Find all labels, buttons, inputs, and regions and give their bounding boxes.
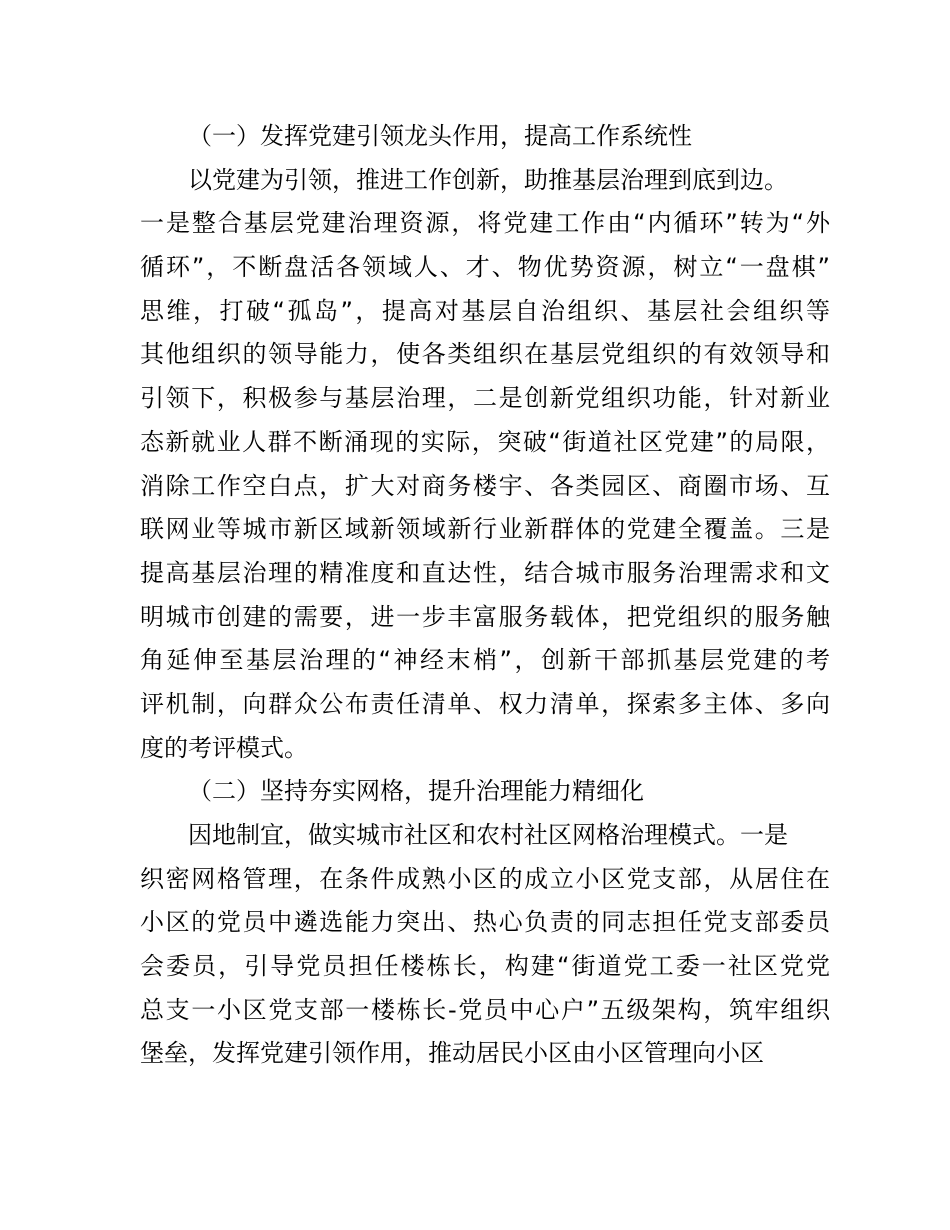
paragraph-line: 循环”，不断盘活各领域人、才、物优势资源，树立“一盘棋” <box>140 253 830 282</box>
paragraph-line: 评机制，向群众公布责任清单、权力清单，探索多主体、多向 <box>140 689 830 718</box>
document-body <box>140 115 830 1076</box>
paragraph-line: 堡垒，发挥党建引领作用，推动居民小区由小区管理向小区 <box>140 1039 764 1068</box>
paragraph-line: 引领下，积极参与基层治理，二是创新党组织功能，针对新业 <box>140 384 830 413</box>
paragraph-line: 一是整合基层党建治理资源，将党建工作由“内循环”转为“外 <box>140 209 830 238</box>
paragraph-line: 因地制宜，做实城市社区和农村社区网格治理模式。一是 <box>188 821 788 849</box>
paragraph-line: 总支一小区党支部一楼栋长-党员中心户”五级架构，筑牢组织 <box>140 995 830 1024</box>
paragraph-line: 以党建为引领，推进工作创新，助推基层治理到底到边。 <box>188 165 788 194</box>
paragraph-line: 提高基层治理的精准度和直达性，结合城市服务治理需求和文 <box>140 558 830 587</box>
section-heading: （二）坚持夯实网格，提升治理能力精细化 <box>188 777 644 806</box>
paragraph-line: 角延伸至基层治理的“神经末梢”，创新干部抓基层党建的考 <box>140 646 830 675</box>
paragraph-line: 会委员，引导党员担任楼栋长，构建“街道党工委一社区党党 <box>140 952 830 981</box>
paragraph-line: 明城市创建的需要，进一步丰富服务载体，把党组织的服务触 <box>140 602 830 631</box>
section-heading: （一）发挥党建引领龙头作用，提高工作系统性 <box>188 122 692 150</box>
paragraph-line: 织密网格管理，在条件成熟小区的成立小区党支部，从居住在 <box>140 864 830 893</box>
paragraph-line: 消除工作空白点，扩大对商务楼宇、各类园区、商圈市场、互 <box>140 471 830 500</box>
paragraph-line: 联网业等城市新区域新领域新行业新群体的党建全覆盖。三是 <box>140 515 830 544</box>
paragraph-line: 思维，打破“孤岛”，提高对基层自治组织、基层社会组织等 <box>140 296 830 325</box>
paragraph-line: 度的考评模式。 <box>140 733 308 762</box>
paragraph-line: 态新就业人群不断涌现的实际，突破“街道社区党建”的局限， <box>140 427 830 456</box>
paragraph-line: 其他组织的领导能力，使各类组织在基层党组织的有效领导和 <box>140 340 830 369</box>
paragraph-line: 小区的党员中遴选能力突出、热心负责的同志担任党支部委员 <box>140 908 830 937</box>
